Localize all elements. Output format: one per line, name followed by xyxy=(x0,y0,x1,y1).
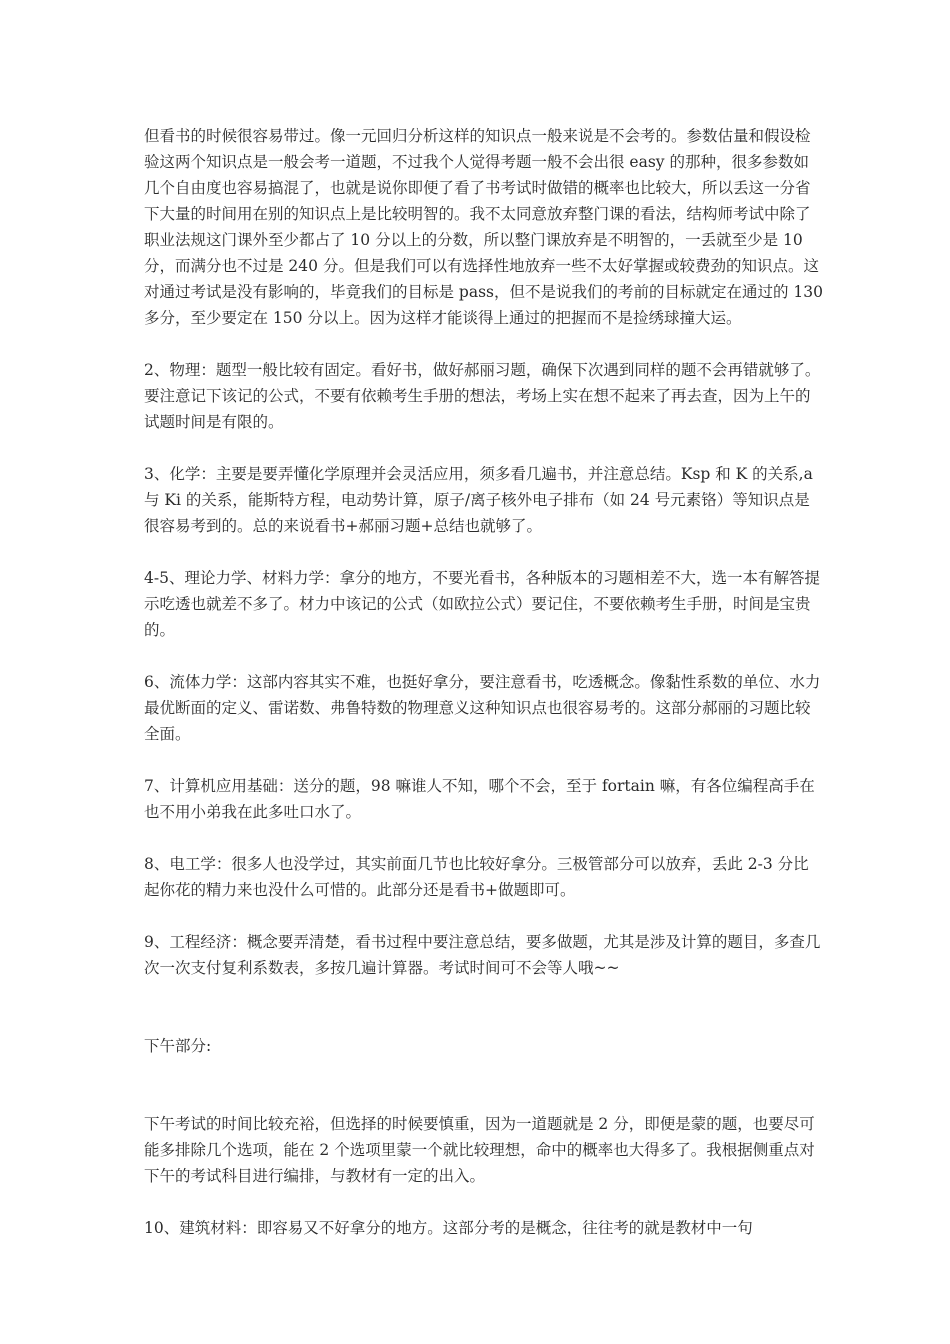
paragraph-intro: 但看书的时候很容易带过。像一元回归分析这样的知识点一般来说是不会考的。参数估量和假设检验这两个知识点是一般会考一道题，不过我个人觉得考题一般不会出很 easy 的那种，很多参数如几个自由度也容易搞混了，也就是说你即便了看了书考试时做错的概率也比较大，所以丢这一分省下大量的时间用在别的知识点上是比较明智的。我不太同意放弃整门课的看法，结构师考试中除了职业法规这门课外至少都占了 10 分以上的分数，所以整门课放弃是不明智的，一丢就至少是 10 分，而满分也不过是 240 分。但是我们可以有选择性地放弃一些不太好掌握或较费劲的知识点。这对通过考试是没有影响的，毕竟我们的目标是 pass，但不是说我们的考前的目标就定在通过的 130 多分，至少要定在 150 分以上。因为这样才能谈得上通过的把握而不是捡绣球撞大运。 xyxy=(144,127,824,327)
paragraph-afternoon-intro: 下午考试的时间比较充裕，但选择的时候要慎重，因为一道题就是 2 分，即便是蒙的题，也要尽可能多排除几个选项，能在 2 个选项里蒙一个就比较理想，命中的概率也大得多了。我根据侧重点对下午的考试科目进行编排，与教材有一定的出入。 xyxy=(144,1115,815,1185)
paragraph-engineering-economics: 9、工程经济：概念要弄清楚，看书过程中要注意总结，要多做题，尤其是涉及计算的题目，多查几次一次支付复利系数表，多按几遍计算器。考试时间可不会等人哦~~ xyxy=(144,933,821,977)
section-heading-afternoon: 下午部分: xyxy=(144,1037,212,1055)
paragraph-fluid-mechanics: 6、流体力学：这部内容其实不难，也挺好拿分，要注意看书，吃透概念。像黏性系数的单位、水力最优断面的定义、雷诺数、弗鲁特数的物理意义这种知识点也很容易考的。这部分郝丽的习题比较全面。 xyxy=(144,673,821,743)
document-page xyxy=(144,123,824,1267)
paragraph-mechanics: 4-5、理论力学、材料力学：拿分的地方，不要光看书，各种版本的习题相差不大，选一本有解答提示吃透也就差不多了。材力中该记的公式（如欧拉公式）要记住，不要依赖考生手册，时间是宝贵的。 xyxy=(144,569,820,639)
paragraph-building-materials: 10、建筑材料：即容易又不好拿分的地方。这部分考的是概念，往往考的就是教材中一句 xyxy=(144,1219,753,1237)
paragraph-chemistry: 3、化学：主要是要弄懂化学原理并会灵活应用，须多看几遍书，并注意总结。Ksp 和 K 的关系,a 与 Ki 的关系，能斯特方程，电动势计算，原子/离子核外电子排布（如 24 号元素铬）等知识点是很容易考到的。总的来说看书+郝丽习题+总结也就够了。 xyxy=(144,465,813,535)
paragraph-computer-basics: 7、计算机应用基础：送分的题，98 嘛谁人不知，哪个不会，至于 fortain 嘛，有各位编程高手在也不用小弟我在此多吐口水了。 xyxy=(144,777,815,821)
paragraph-physics: 2、物理：题型一般比较有固定。看好书，做好郝丽习题，确保下次遇到同样的题不会再错就够了。要注意记下该记的公式，不要有依赖考生手册的想法，考场上实在想不起来了再去查，因为上午的试题时间是有限的。 xyxy=(144,361,821,431)
paragraph-electrical: 8、电工学：很多人也没学过，其实前面几节也比较好拿分。三极管部分可以放弃，丢此 2-3 分比起你花的精力来也没什么可惜的。此部分还是看书+做题即可。 xyxy=(144,855,809,899)
